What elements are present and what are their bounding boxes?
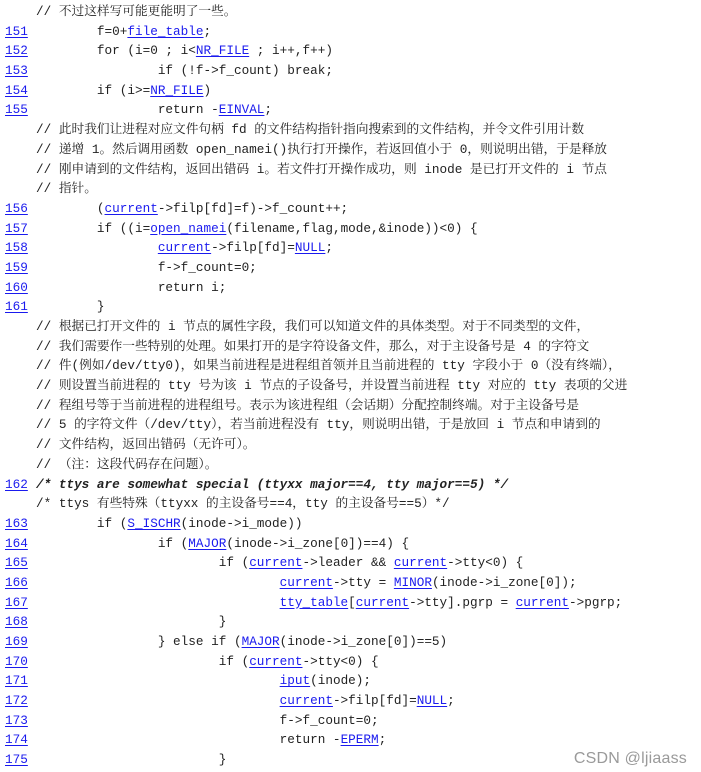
code-segment: // （注：这段代码存在问题）。 bbox=[36, 456, 218, 472]
code-segment: // 不过这样写可能更能明了一些。 bbox=[36, 4, 237, 19]
code-segment: ->leader && bbox=[302, 555, 394, 571]
code-line-157 bbox=[0, 219, 701, 239]
code-line-166 bbox=[0, 573, 701, 593]
comment-line bbox=[0, 337, 701, 357]
code-text bbox=[36, 278, 226, 298]
identifier-link[interactable]: S_ISCHR bbox=[127, 515, 181, 531]
line-number-link[interactable]: 159 bbox=[5, 259, 28, 275]
code-line-155 bbox=[0, 100, 701, 120]
code-text bbox=[36, 435, 256, 455]
line-number-link[interactable]: 160 bbox=[5, 279, 28, 295]
code-line-158 bbox=[0, 238, 701, 258]
line-number-link[interactable]: 165 bbox=[5, 555, 28, 571]
identifier-link[interactable]: file_table bbox=[127, 23, 204, 39]
code-text bbox=[36, 199, 348, 219]
code-segment: // 此时我们让进程对应文件句柄 fd 的文件结构指针指向搜索到的文件结构，并令文件引用计数 bbox=[36, 122, 585, 138]
code-segment: // 文件结构，返回出错码（无许可）。 bbox=[36, 437, 256, 453]
code-segment: ->tty].pgrp = bbox=[409, 594, 516, 610]
comment-line bbox=[0, 376, 701, 396]
code-segment bbox=[36, 240, 158, 255]
code-line-174 bbox=[0, 730, 701, 750]
code-line-169 bbox=[0, 632, 701, 652]
identifier-link[interactable]: NR_FILE bbox=[150, 82, 204, 98]
line-number-link[interactable]: 153 bbox=[5, 63, 28, 79]
code-text bbox=[36, 612, 226, 632]
line-number-link[interactable]: 157 bbox=[5, 220, 28, 236]
identifier-link[interactable]: iput bbox=[279, 673, 311, 689]
comment-line bbox=[0, 140, 701, 160]
code-line-164 bbox=[0, 534, 701, 554]
code-segment bbox=[36, 693, 280, 708]
code-segment: // 刚申请到的文件结构，返回出错码 i。若文件打开操作成功，则 inode 是已打开文件的 i 节点 bbox=[36, 161, 607, 177]
comment-line bbox=[0, 396, 701, 416]
identifier-link[interactable]: current bbox=[249, 555, 303, 571]
code-segment bbox=[36, 575, 280, 590]
code-text bbox=[36, 61, 333, 81]
code-text bbox=[36, 671, 371, 691]
code-text bbox=[36, 258, 257, 278]
comment-line bbox=[0, 2, 701, 22]
code-segment: } bbox=[36, 299, 105, 315]
code-segment: return i; bbox=[36, 279, 227, 295]
identifier-link[interactable]: EINVAL bbox=[218, 102, 265, 118]
identifier-link[interactable]: open_namei bbox=[150, 220, 227, 236]
code-segment: ->filp[fd]= bbox=[332, 693, 417, 709]
line-number-link[interactable]: 167 bbox=[5, 594, 28, 610]
code-segment: /* ttys 有些特殊（ttyxx 的主设备号==4，tty 的主设备号==5）*/ bbox=[36, 496, 450, 512]
code-text bbox=[36, 455, 217, 475]
code-text bbox=[36, 2, 236, 22]
code-segment: // 5 的字符文件（/dev/tty），若当前进程没有 tty，则说明出错，于是放回 i 节点和申请到的 bbox=[36, 417, 601, 433]
code-segment: ; i++,f++) bbox=[249, 43, 333, 59]
code-segment: // 我们需要作一些特别的处理。如果打开的是字符设备文件，那么，对于主设备号是 4 的字符文 bbox=[36, 338, 590, 354]
identifier-link[interactable]: current bbox=[249, 653, 303, 669]
line-number-link[interactable]: 154 bbox=[5, 82, 28, 98]
identifier-link[interactable]: NULL bbox=[416, 693, 448, 709]
code-segment: ( bbox=[36, 200, 105, 216]
code-segment: if ( bbox=[36, 515, 128, 531]
line-number-link[interactable]: 169 bbox=[5, 634, 28, 649]
code-line-167 bbox=[0, 593, 701, 613]
line-number-link[interactable]: 158 bbox=[5, 240, 28, 256]
code-listing bbox=[0, 2, 701, 770]
line-number-link[interactable]: 164 bbox=[5, 535, 28, 551]
identifier-link[interactable]: NULL bbox=[294, 240, 326, 256]
code-line-172 bbox=[0, 691, 701, 711]
identifier-link[interactable]: current bbox=[279, 574, 333, 590]
code-text bbox=[36, 238, 333, 258]
code-segment: if (!f->f_count) break; bbox=[36, 63, 333, 79]
code-segment: (inode->i_zone[0])==5) bbox=[279, 634, 448, 649]
identifier-link[interactable]: MAJOR bbox=[241, 634, 280, 649]
code-segment: if ( bbox=[36, 535, 189, 551]
code-line-154 bbox=[0, 81, 701, 101]
code-line-173 bbox=[0, 711, 701, 731]
identifier-link[interactable]: EPERM bbox=[340, 732, 379, 748]
identifier-link[interactable]: current bbox=[515, 594, 569, 610]
code-text bbox=[36, 593, 622, 613]
code-text bbox=[36, 396, 579, 416]
comment-line bbox=[0, 317, 701, 337]
code-text bbox=[36, 160, 607, 180]
identifier-link[interactable]: current bbox=[355, 594, 410, 610]
code-line-168 bbox=[0, 612, 701, 632]
code-segment: if ( bbox=[36, 653, 250, 669]
code-segment: f->f_count=0; bbox=[36, 712, 379, 728]
comment-line bbox=[0, 179, 701, 199]
code-text bbox=[36, 41, 333, 61]
code-segment: for (i=0 ; i< bbox=[36, 43, 196, 59]
code-segment bbox=[36, 673, 280, 688]
code-line-171 bbox=[0, 671, 701, 691]
line-number-link[interactable]: 151 bbox=[5, 23, 28, 39]
identifier-link[interactable]: current bbox=[157, 240, 212, 256]
comment-line bbox=[0, 120, 701, 140]
line-number-link[interactable]: 175 bbox=[5, 752, 28, 768]
code-segment: (inode->i_zone[0]); bbox=[431, 574, 577, 590]
code-line-162 bbox=[0, 475, 701, 495]
code-text bbox=[36, 120, 584, 140]
identifier-link[interactable]: MAJOR bbox=[188, 535, 227, 551]
code-segment: (inode->i_zone[0])==4) { bbox=[226, 535, 410, 551]
code-segment: ->tty<0) { bbox=[302, 653, 379, 669]
code-segment: // 递增 1。然后调用函数 open_namei()执行打开操作，若返回值小于 0，则说明出错，于是释放 bbox=[36, 141, 607, 157]
code-text bbox=[36, 750, 226, 770]
code-text bbox=[36, 730, 386, 750]
code-segment: ; bbox=[264, 102, 273, 118]
code-segment: ) bbox=[203, 82, 212, 98]
code-segment: } bbox=[36, 752, 227, 768]
code-segment: if ((i= bbox=[36, 220, 151, 236]
comment-line bbox=[0, 435, 701, 455]
code-text bbox=[36, 376, 627, 396]
line-number-link[interactable]: 171 bbox=[5, 673, 28, 689]
code-segment: // 指针。 bbox=[36, 181, 97, 197]
code-text bbox=[36, 81, 211, 101]
code-text bbox=[36, 356, 621, 376]
code-text bbox=[36, 632, 447, 652]
identifier-link[interactable]: MINOR bbox=[393, 574, 432, 590]
line-number-link[interactable]: 173 bbox=[5, 712, 28, 728]
code-text bbox=[36, 534, 409, 554]
code-text bbox=[36, 297, 105, 317]
line-number-link[interactable]: 163 bbox=[5, 515, 28, 531]
code-segment: /* ttys are somewhat special (ttyxx major==4, tty major==5) */ bbox=[36, 476, 509, 492]
code-segment: (filename,flag,mode,&inode))<0) { bbox=[226, 220, 478, 236]
code-segment: ->filp[fd]=f)->f_count++; bbox=[157, 200, 349, 216]
line-number-link[interactable]: 161 bbox=[5, 299, 28, 315]
code-text bbox=[36, 219, 478, 239]
identifier-link[interactable]: current bbox=[279, 693, 333, 709]
code-line-170 bbox=[0, 652, 701, 672]
line-number-link[interactable]: 172 bbox=[5, 693, 28, 709]
code-text bbox=[36, 711, 379, 731]
code-segment: f->f_count=0; bbox=[36, 259, 257, 275]
code-segment: ->tty<0) { bbox=[447, 555, 524, 571]
code-text bbox=[36, 337, 589, 357]
code-line-152 bbox=[0, 41, 701, 61]
comment-line bbox=[0, 160, 701, 180]
code-text bbox=[36, 22, 211, 42]
line-number-link[interactable]: 155 bbox=[5, 102, 28, 118]
line-number-link[interactable]: 152 bbox=[5, 43, 28, 59]
code-segment: [ bbox=[348, 594, 356, 610]
code-text bbox=[36, 494, 450, 514]
code-segment: if ( bbox=[36, 555, 250, 571]
code-line-159 bbox=[0, 258, 701, 278]
code-text bbox=[36, 514, 303, 534]
code-segment: f=0+ bbox=[36, 23, 128, 39]
code-line-153 bbox=[0, 61, 701, 81]
code-text bbox=[36, 652, 379, 672]
identifier-link[interactable]: NR_FILE bbox=[195, 43, 250, 59]
code-segment: // 程组号等于当前进程的进程组号。表示为该进程组（会话期）分配控制终端。对于主设备号是 bbox=[36, 397, 580, 413]
code-text bbox=[36, 100, 272, 120]
code-line-163 bbox=[0, 514, 701, 534]
code-text bbox=[36, 553, 523, 573]
code-segment bbox=[36, 595, 280, 610]
code-text bbox=[36, 573, 577, 593]
identifier-link[interactable]: tty_table bbox=[279, 594, 349, 610]
code-segment: if (i>= bbox=[36, 82, 151, 98]
code-segment: ->pgrp; bbox=[568, 594, 623, 610]
comment-line bbox=[0, 356, 701, 376]
line-number-link[interactable]: 162 bbox=[5, 476, 28, 492]
code-line-165 bbox=[0, 553, 701, 573]
code-segment: } else if ( bbox=[36, 634, 242, 649]
code-line-151 bbox=[0, 22, 701, 42]
code-segment: return - bbox=[36, 732, 341, 748]
code-segment: // 件(例如/dev/tty0)，如果当前进程是进程组首领并且当前进程的 tty 字段小于 0（没有终端）， bbox=[36, 358, 621, 374]
code-line-161 bbox=[0, 297, 701, 317]
line-number-link[interactable]: 156 bbox=[5, 200, 28, 216]
line-number-link[interactable]: 166 bbox=[5, 574, 28, 590]
code-segment: ; bbox=[447, 693, 455, 709]
code-text bbox=[36, 475, 508, 495]
code-segment: ->filp[fd]= bbox=[211, 240, 295, 256]
identifier-link[interactable]: current bbox=[104, 200, 158, 216]
line-number-link[interactable]: 170 bbox=[5, 653, 28, 669]
code-segment: ; bbox=[325, 240, 333, 256]
code-text bbox=[36, 179, 97, 199]
code-text bbox=[36, 691, 455, 711]
comment-line bbox=[0, 415, 701, 435]
code-segment: ->tty = bbox=[332, 574, 394, 590]
code-segment: return - bbox=[36, 102, 219, 118]
code-text bbox=[36, 317, 589, 337]
watermark: CSDN @ljiaass bbox=[573, 750, 687, 767]
code-segment: (inode); bbox=[310, 673, 372, 689]
code-segment: // 根据已打开文件的 i 节点的属性字段，我们可以知道文件的具体类型。对于不同类型的文件， bbox=[36, 319, 590, 334]
comment-line bbox=[0, 494, 701, 514]
code-text bbox=[36, 415, 601, 435]
code-segment: (inode->i_mode)) bbox=[180, 515, 303, 531]
comment-line bbox=[0, 455, 701, 475]
code-segment: ; bbox=[203, 23, 212, 39]
identifier-link[interactable]: current bbox=[393, 555, 448, 571]
code-line-160 bbox=[0, 278, 701, 298]
code-text bbox=[36, 140, 607, 160]
code-line-156 bbox=[0, 199, 701, 219]
code-segment: // 则设置当前进程的 tty 号为该 i 节点的子设备号，并设置当前进程 tty 对应的 tty 表项的父进 bbox=[36, 378, 628, 394]
line-number-link[interactable]: 174 bbox=[5, 732, 28, 748]
code-segment: ; bbox=[378, 732, 387, 748]
code-segment: } bbox=[36, 614, 227, 630]
line-number-link[interactable]: 168 bbox=[5, 614, 28, 630]
